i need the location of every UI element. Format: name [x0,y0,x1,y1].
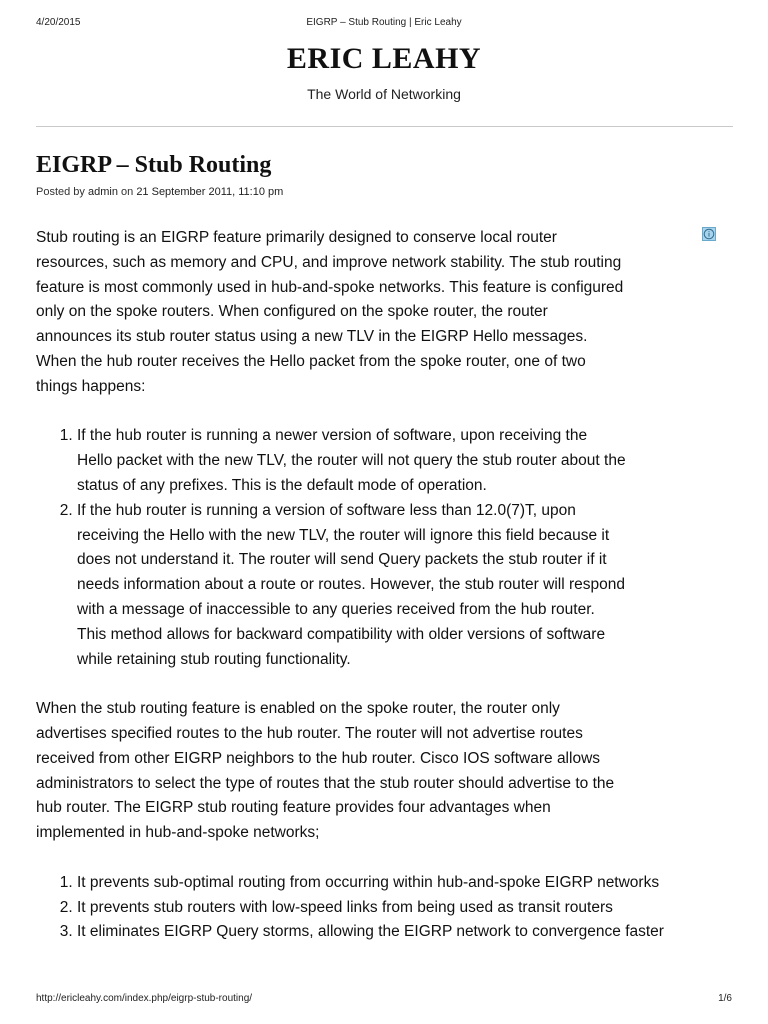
list-item: 2. It prevents stub routers with low-speed links from being used as transit routers [77,896,757,921]
site-title[interactable]: ERIC LEAHY [286,42,482,75]
post-meta-prefix: Posted by [36,186,88,198]
print-header [36,17,732,31]
post-meta-middle: on [117,186,137,198]
post-title[interactable]: EIGRP – Stub Routing [36,152,272,178]
list-item: 3. It eliminates EIGRP Query storms, allowing the EIGRP network to convergence faster [77,920,757,945]
list-item: 1. It prevents sub-optimal routing from occurring within hub-and-spoke EIGRP networks [77,871,757,896]
advantages-list [36,871,757,945]
print-page-number: 1/6 [718,993,732,1004]
post-author-link[interactable]: admin [87,186,118,198]
info-icon[interactable] [702,227,716,241]
post-content [36,226,664,945]
post-date: 21 September 2011, 11:10 pm [136,186,284,198]
site-tagline: The World of Networking [307,86,461,102]
header-divider [36,126,733,127]
print-document-title: EIGRP – Stub Routing | Eric Leahy [306,17,462,28]
list-item: 1. If the hub router is running a newer version of software, upon receiving the Hello packet with the new TLV, the router will not query the stub router about the status of any prefixes. This is the default mode of operation. [77,424,626,498]
print-url: http://ericleahy.com/index.php/eigrp-stub-routing/ [36,993,253,1004]
intro-paragraph: Stub routing is an EIGRP feature primarily designed to conserve local router resources, such as memory and CPU, and improve network stability. The stub routing feature is most commonly used in hub-and-spoke networks. This feature is configured only on the spoke routers. When configured on the spoke router, the router announces its stub router status using a new TLV in the EIGRP Hello messages. When the hub router receives the Hello packet from the spoke router, one of two things happens: [36,229,624,395]
print-date: 4/20/2015 [36,17,81,28]
print-footer [36,993,732,1007]
post-meta [36,186,283,198]
list-item: 2. If the hub router is running a version of software less than 12.0(7)T, upon receiving the Hello with the new TLV, the router will ignore this field because it does not understand it. The router will send Query packets the stub router if it needs information about a route or routes. However, the stub router will respond with a message of inaccessible to any queries received from the hub router. This method allows for backward compatibility with older versions of software while retaining stub routing functionality. [77,499,626,673]
info-circle-glyph [703,228,715,240]
hub-behavior-list [36,424,626,672]
stub-feature-paragraph: When the stub routing feature is enabled on the spoke router, the router only advertises specified routes to the hub router. The router will not advertise routes received from other EIGRP neighbors to the hub router. Cisco IOS software allows administrators to select the type of routes that the stub router should advertise to the hub router. The EIGRP stub routing feature provides four advantages when implemented in hub-and-spoke networks; [36,700,615,842]
